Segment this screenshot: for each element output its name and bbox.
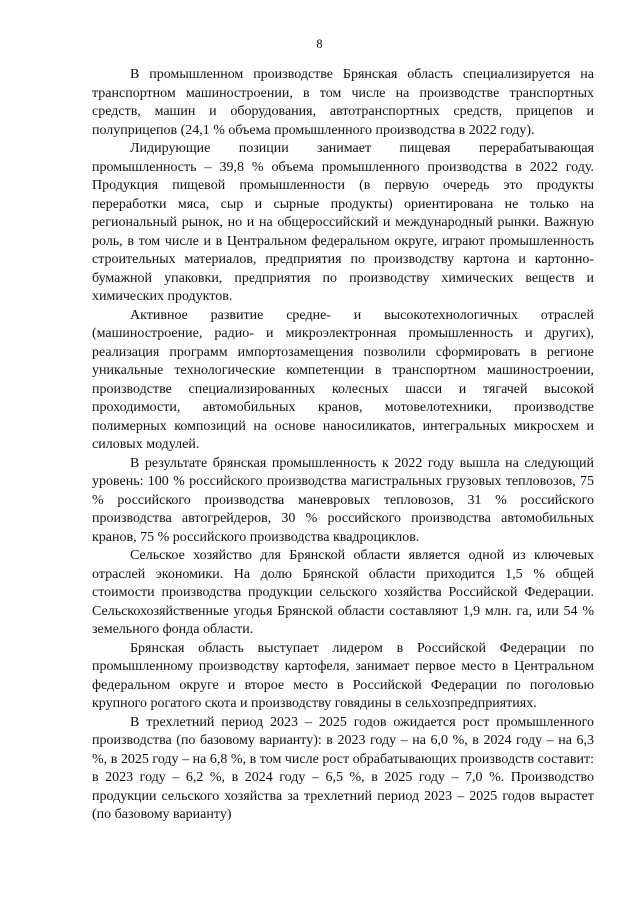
paragraph-industry-results-2022: В результате брянская промышленность к 2022 году вышла на следующий уровень: 100 % российского производства магистральных грузовых тепловозов, 75 % российского производства маневровых тепловозов, 31 % российского производства автогрейдеров, 30 % российского производства автомобильных кранов, 75 % российского производства квадроциклов. xyxy=(92,455,594,545)
paragraph-high-tech-development: Активное развитие средне- и высокотехнологичных отраслей (машиностроение, радио- и микроэлектронная промышленность и других), реализация программ импортозамещения позволили сформировать в регионе уникальные технологические компетенции в транспортном машиностроении, производстве специализированных колесных шасси и тягачей высокой проходимости, автомобильных кранов, мотовелотехники, производстве полимерных композиций на основе наносиликатов, интегральных микросхем и силовых модулей. xyxy=(92,307,594,452)
paragraph-industry-specialization: В промышленном производстве Брянская область специализируется на транспортном машиностроении, в том числе на производстве транспортных средств, машин и оборудования, автотранспортных средств, прицепов и полуприцепов (24,1 % объема промышленного производства в 2022 году). xyxy=(92,67,594,138)
paragraph-forecast-2023-2025: В трехлетний период 2023 – 2025 годов ожидается рост промышленного производства (по базовому варианту): в 2023 году – на 6,0 %, в 2024 году – на 6,3 %, в 2025 году – на 6,8 %, в том числе рост обрабатывающих производств составит: в 2023 году – 6,2 %, в 2024 году – 6,5 %, в 2025 году – 7,0 %. Производство продукции сельского хозяйства за трехлетний период 2023 – 2025 годов вырастет (по базовому варианту) xyxy=(92,714,594,822)
paragraph-potato-cattle-leadership: Брянская область выступает лидером в Российской Федерации по промышленному производству картофеля, занимает первое место в Центральном федеральном округе и второе место в Российской Федерации по поголовью крупного рогатого скота и производству говядины в сельхозпредприятиях. xyxy=(92,640,594,711)
document-body xyxy=(92,66,594,825)
paragraph-agriculture: Сельское хозяйство для Брянской области является одной из ключевых отраслей экономики. На долю Брянской области приходится 1,5 % общей стоимости производства продукции сельского хозяйства Российской Федерации. Сельскохозяйственные угодья Брянской области составляют 1,9 млн. га, или 54 % земельного фонда области. xyxy=(92,548,594,637)
page-number: 8 xyxy=(316,37,323,51)
paragraph-food-industry: Лидирующие позиции занимает пищевая перерабатывающая промышленность – 39,8 % объема промышленного производства в 2022 году. Продукция пищевой промышленности (в первую очередь это продукты переработки мяса, сыр и сырные продукты) ориентирована не только на региональный рынок, но и на общероссийский и международный рынки. Важную роль, в том числе и в Центральном федеральном округе, играют промышленность строительных материалов, предприятия по производству картона и картонно-бумажной упаковки, предприятия по производству химических веществ и химических продуктов. xyxy=(92,141,594,304)
